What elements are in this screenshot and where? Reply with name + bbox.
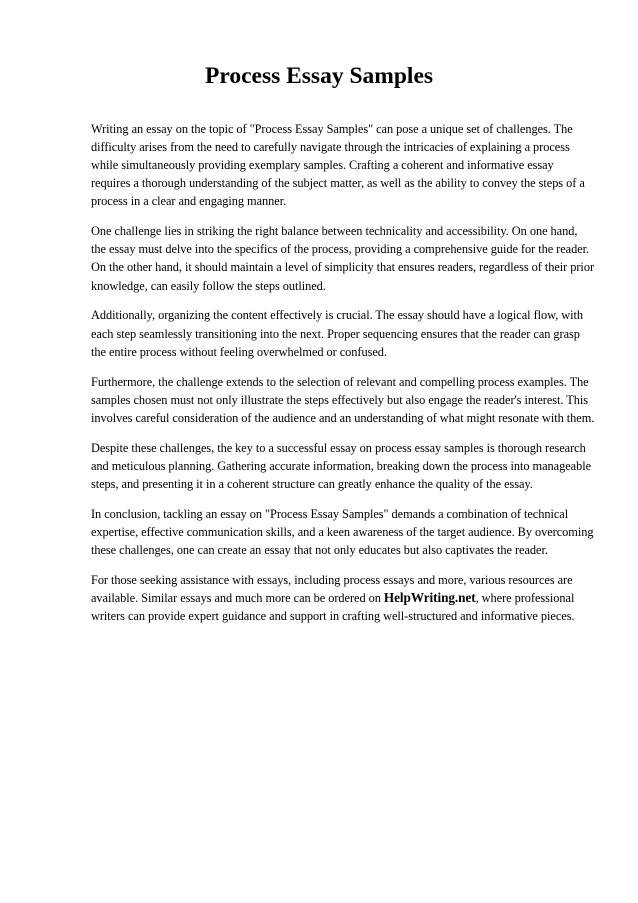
paragraph-2: One challenge lies in striking the right balance between technicality and accessibility. On one hand, the essay must delve into the specifics of the process, providing a comprehensive guide for the reader. On the other hand, it should maintain a level of simplicity that ensures readers, regardless of their prior knowledge, can easily follow the steps outlined.: [91, 224, 594, 293]
brand-name: HelpWriting.net: [383, 589, 476, 605]
paragraph-3: Additionally, organizing the content effectively is crucial. The essay should have a logical flow, with each step seamlessly transitioning into the next. Proper sequencing ensures that the reader can grasp the entire process without feeling overwhelmed or confused.: [91, 308, 584, 359]
paragraph-5: Despite these challenges, the key to a successful essay on process essay samples is thorough research and meticulous planning. Gathering accurate information, breaking down the process into manageable steps, and presenting it in a coherent structure can greatly enhance the quality of the essay.: [91, 440, 592, 491]
paragraph-4: Furthermore, the challenge extends to the selection of relevant and compelling process examples. The samples chosen must not only illustrate the steps effectively but also engage the reader's interest. This involves careful consideration of the audience and an understanding of what might resonate with them.: [91, 374, 595, 425]
document-body: [91, 120, 595, 637]
paragraph-6: In conclusion, tackling an essay on "Process Essay Samples" demands a combination of technical expertise, effective communication skills, and a keen awareness of the target audience. By overcoming these challenges, one can create an essay that not only educates but also captivates the reader.: [91, 506, 594, 557]
closing-paragraph: [91, 571, 595, 625]
paragraph-1: Writing an essay on the topic of "Process Essay Samples" can pose a unique set of challenges. The difficulty arises from the need to carefully navigate through the intricacies of explaining a process while simultaneously providing exemplary samples. Crafting a coherent and informative essay requires a thorough understanding of the subject matter, as well as the ability to convey the steps of a process in a clear and engaging manner.: [91, 122, 585, 209]
document-title: Process Essay Samples: [204, 63, 434, 89]
closing-text-after: , where professional writers can provide expert guidance and support in crafting well-structured and informative pieces.: [91, 590, 575, 623]
closing-text-before: For those seeking assistance with essays, including process essays and more, various resources are available. Similar essays and much more can be ordered on: [91, 572, 573, 605]
